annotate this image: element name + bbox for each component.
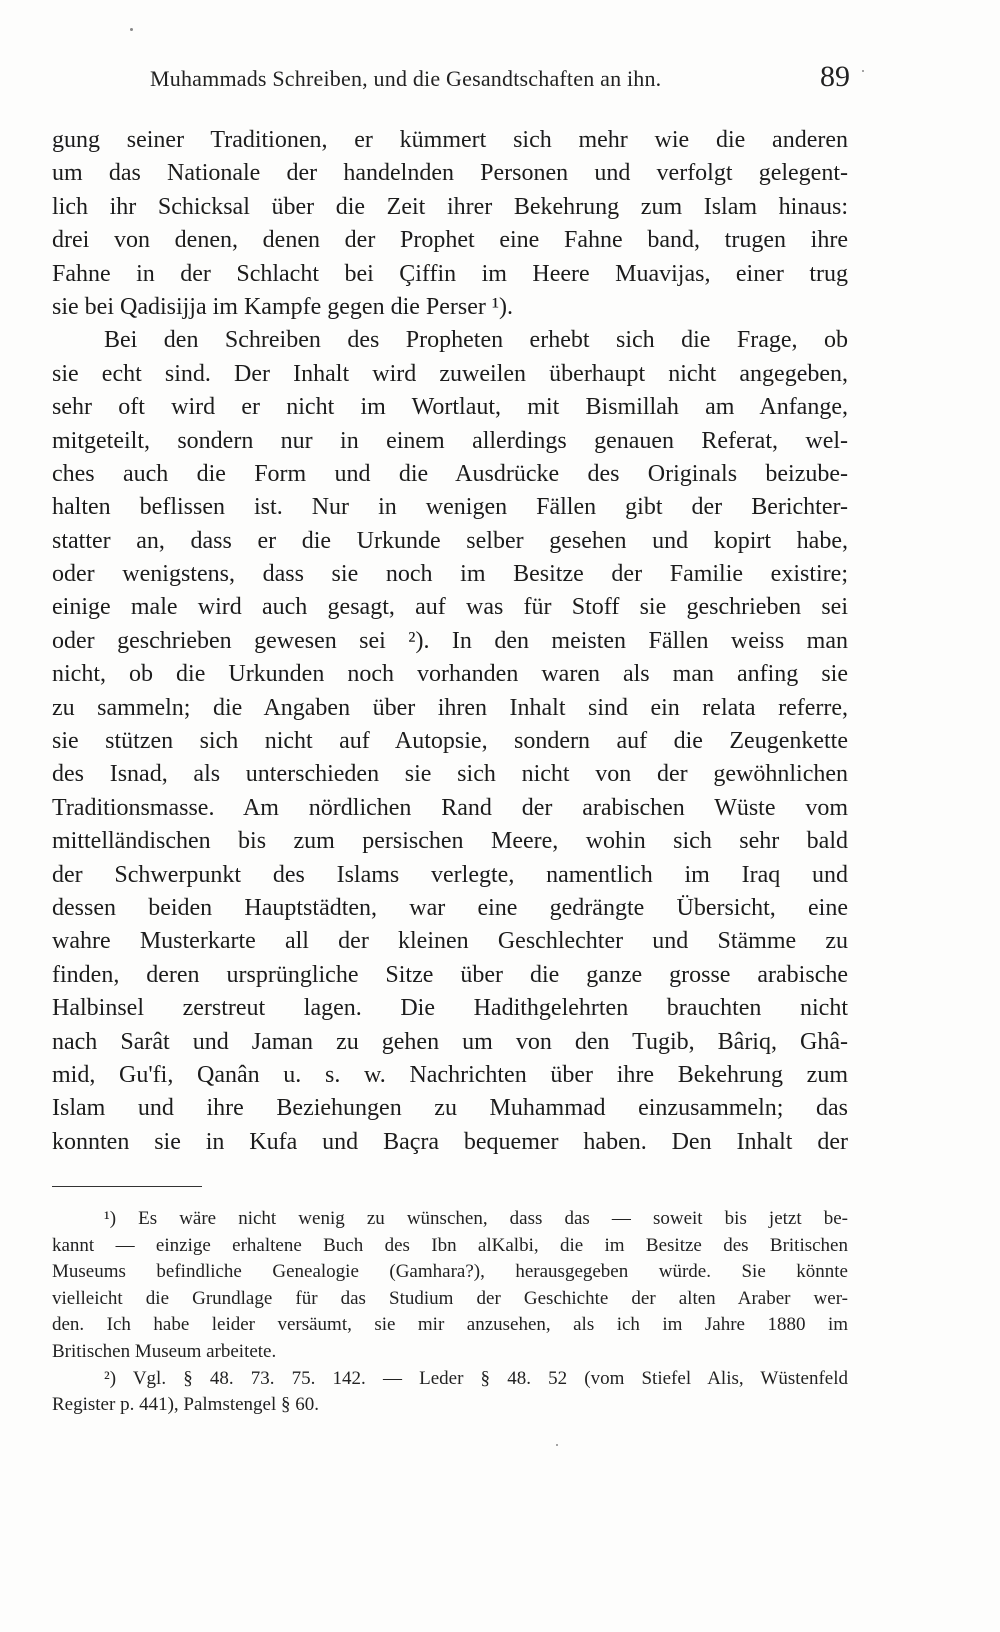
body-line: gung seiner Traditionen, er kümmert sich mehr wie die anderen xyxy=(52,127,848,153)
running-head xyxy=(150,60,850,96)
body-line: wahre Musterkarte all der kleinen Geschlechter und Stämme zu xyxy=(52,928,848,955)
body-line: drei von denen, denen der Prophet eine Fahne band, trugen ihre xyxy=(52,227,848,254)
running-title: Muhammads Schreiben, und die Gesandtschaften an ihn. xyxy=(150,66,662,91)
body-line: statter an, dass er die Urkunde selber gesehen und kopirt habe, xyxy=(52,527,848,554)
body-line: lich ihr Schicksal über die Zeit ihrer Bekehrung zum Islam hinaus: xyxy=(52,193,848,220)
body-line: finden, deren ursprüngliche Sitze über die ganze grosse arabische xyxy=(52,961,848,988)
footnote-divider xyxy=(52,1186,202,1187)
footnote-line: kannt — einzige erhaltene Buch des Ibn alKalbi, die im Besitze des Britischen xyxy=(52,1234,848,1256)
footnote-line: den. Ich habe leider versäumt, sie mir anzusehen, als ich im Jahre 1880 im xyxy=(52,1314,848,1336)
body-line: einige male wird auch gesagt, auf was für Stoff sie geschrieben sei xyxy=(52,594,848,621)
body-line: mittelländischen bis zum persischen Meere, wohin sich sehr bald xyxy=(52,828,848,855)
body-line: Islam und ihre Beziehungen zu Muhammad einzusammeln; das xyxy=(52,1095,848,1122)
footnotes xyxy=(52,1206,848,1419)
paper-speck xyxy=(862,70,864,72)
footnote-line: ¹) Es wäre nicht wenig zu wünschen, dass das — soweit bis jetzt be- xyxy=(104,1208,848,1229)
body-line: mid, Gu'fi, Qanân u. s. w. Nachrichten über ihre Bekehrung zum xyxy=(52,1061,848,1088)
footnote-line: Register p. 441), Palmstengel § 60. xyxy=(52,1394,320,1416)
body-line: Halbinsel zerstreut lagen. Die Hadithgelehrten brauchten nicht xyxy=(52,995,848,1022)
body-line: konnten sie in Kufa und Baçra bequemer haben. Den Inhalt der xyxy=(52,1128,848,1155)
footnote-line: Britischen Museum arbeitete. xyxy=(52,1340,277,1362)
body-line: Traditionsmasse. Am nördlichen Rand der arabischen Wüste vom xyxy=(52,794,848,821)
body-line: zu sammeln; die Angaben über ihren Inhalt sind ein relata referre, xyxy=(52,694,848,721)
body-line: der Schwerpunkt des Islams verlegte, namentlich im Iraq und xyxy=(52,861,848,888)
body-line: ches auch die Form und die Ausdrücke des Originals beizube- xyxy=(52,460,848,487)
body-line: nach Sarât und Jaman zu gehen um von den Tugib, Bâriq, Ghâ- xyxy=(52,1028,848,1055)
page-number: 89 xyxy=(820,60,850,93)
body-line: Bei den Schreiben des Propheten erhebt sich die Frage, ob xyxy=(104,327,848,354)
paper-speck xyxy=(130,28,133,31)
body-line: dessen beiden Hauptstädten, war eine gedrängte Übersicht, eine xyxy=(52,894,848,921)
body-line: sie echt sind. Der Inhalt wird zuweilen überhaupt nicht angegeben, xyxy=(52,360,848,387)
footnote-line: ²) Vgl. § 48. 73. 75. 142. — Leder § 48. 52 (vom Stiefel Alis, Wüstenfeld xyxy=(104,1367,848,1389)
body-line: mitgeteilt, sondern nur in einem allerdings genauen Referat, wel- xyxy=(52,427,848,454)
body-line: halten beflissen ist. Nur in wenigen Fällen gibt der Berichter- xyxy=(52,494,848,521)
body-line: oder wenigstens, dass sie noch im Besitze der Familie existire; xyxy=(52,561,848,588)
body-text xyxy=(52,124,848,1159)
footnote-line: Museums befindliche Genealogie (Gamhara?), herausgegeben würde. Sie könnte xyxy=(52,1261,848,1283)
body-line: sie bei Qadisijja im Kampfe gegen die Perser ¹). xyxy=(52,293,514,320)
body-line: des Isnad, als unterschieden sie sich nicht von der gewöhnlichen xyxy=(52,761,848,788)
body-line: um das Nationale der handelnden Personen und verfolgt gelegent- xyxy=(52,160,848,187)
body-line: nicht, ob die Urkunden noch vorhanden waren als man anfing sie xyxy=(52,661,848,688)
footnote-line: vielleicht die Grundlage für das Studium der Geschichte der alten Araber wer- xyxy=(52,1287,848,1309)
body-line: Fahne in der Schlacht bei Çiffin im Heere Muavijas, einer trug xyxy=(52,260,848,287)
body-line: sie stützen sich nicht auf Autopsie, sondern auf die Zeugenkette xyxy=(52,728,848,755)
body-line: oder geschrieben gewesen sei ²). In den meisten Fällen weiss man xyxy=(52,627,848,654)
paper-speck xyxy=(556,1444,558,1446)
body-line: sehr oft wird er nicht im Wortlaut, mit Bismillah am Anfange, xyxy=(52,394,848,421)
